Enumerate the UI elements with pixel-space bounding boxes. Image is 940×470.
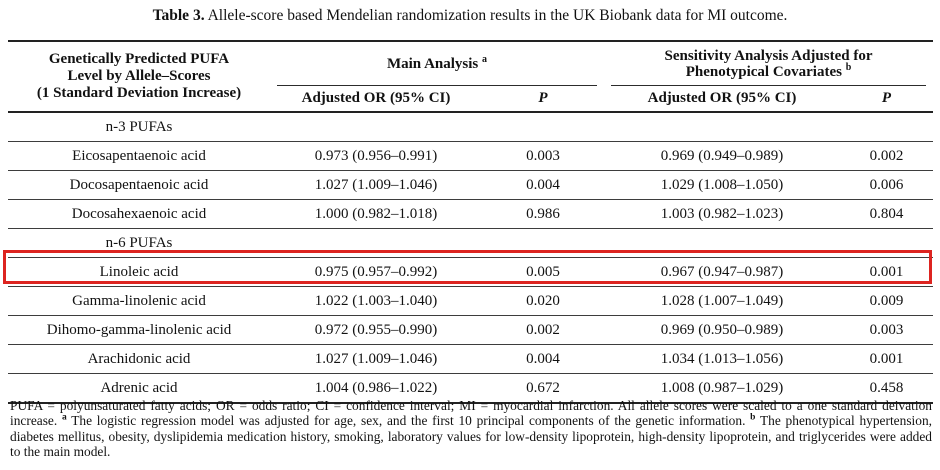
table-row <box>8 345 933 374</box>
footnote-note-a: The logistic regression model was adjusted for age, sex, and the first 10 principal components of the genetic information. <box>66 413 751 429</box>
main-p-value: 0.004 <box>482 171 604 200</box>
empty-cell <box>270 229 482 258</box>
main-p-value: 0.003 <box>482 142 604 171</box>
main-p-value: 0.020 <box>482 287 604 316</box>
pufa-name: Eicosapentaenoic acid <box>8 142 270 171</box>
main-or-value: 1.027 (1.009–1.046) <box>270 345 482 374</box>
column-header-sens-or: Adjusted OR (95% CI) <box>604 86 840 112</box>
sens-or-value: 1.029 (1.008–1.050) <box>604 171 840 200</box>
table-caption-label: Table 3. <box>152 7 205 24</box>
sens-p-value: 0.001 <box>840 345 933 374</box>
column-header-line: Genetically Predicted PUFA <box>48 51 230 67</box>
group-header-sens-line1: Sensitivity Analysis Adjusted for <box>664 47 873 64</box>
table-row-highlighted <box>8 258 933 287</box>
main-or-value: 0.972 (0.955–0.990) <box>270 316 482 345</box>
table-row <box>8 142 933 171</box>
sens-p-value: 0.009 <box>840 287 933 316</box>
sens-or-value: 0.969 (0.950–0.989) <box>604 316 840 345</box>
pufa-name: Adrenic acid <box>8 374 270 404</box>
pufa-name: Arachidonic acid <box>8 345 270 374</box>
sens-p-value: 0.002 <box>840 142 933 171</box>
main-p-value: 0.004 <box>482 345 604 374</box>
group-header-sensitivity-analysis <box>604 41 933 86</box>
section-row-n6-pufas <box>8 229 933 258</box>
sens-or-value: 1.008 (0.987–1.029) <box>604 374 840 404</box>
main-p-value: 0.986 <box>482 200 604 229</box>
table-row <box>8 171 933 200</box>
table-row <box>8 200 933 229</box>
footnote-note-b: The phenotypical hypertension, diabetes mellitus, obesity, dyslipidemia medication history, smoking, laboratory values for low-density lipoprotein, high-density lipoprotein, and triglycerides were added to the main model. <box>10 413 932 460</box>
column-header-line: (1 Standard Deviation Increase) <box>36 85 242 101</box>
pufa-name: Gamma-linolenic acid <box>8 287 270 316</box>
group-header-main-label: Main Analysis <box>386 55 479 72</box>
pufa-name: Dihomo-gamma-linolenic acid <box>8 316 270 345</box>
group-header-sens-line2 <box>604 64 933 81</box>
footnote-marker-b: b <box>845 62 852 73</box>
main-p-value: 0.672 <box>482 374 604 404</box>
group-header-row <box>8 41 933 86</box>
sens-or-value: 0.967 (0.947–0.987) <box>604 258 840 287</box>
table-caption <box>0 7 940 25</box>
section-label: n-6 PUFAs <box>8 229 270 258</box>
sens-p-value: 0.804 <box>840 200 933 229</box>
sens-p-value: 0.006 <box>840 171 933 200</box>
main-or-value: 0.973 (0.956–0.991) <box>270 142 482 171</box>
results-table-container <box>8 40 933 404</box>
column-header-pufa-level <box>8 41 270 112</box>
table-caption-text: Allele-score based Mendelian randomization results in the UK Biobank data for MI outcome. <box>207 7 788 24</box>
main-or-value: 1.000 (0.982–1.018) <box>270 200 482 229</box>
sens-p-value: 0.003 <box>840 316 933 345</box>
sens-p-value: 0.458 <box>840 374 933 404</box>
group-header-main-analysis <box>270 41 604 86</box>
sens-or-value: 1.028 (1.007–1.049) <box>604 287 840 316</box>
pufa-name: Docosapentaenoic acid <box>8 171 270 200</box>
main-or-value: 1.027 (1.009–1.046) <box>270 171 482 200</box>
column-header-line: Level by Allele–Scores <box>67 68 211 84</box>
sens-or-value: 0.969 (0.949–0.989) <box>604 142 840 171</box>
pufa-name: Linoleic acid <box>8 258 270 287</box>
sens-p-value: 0.001 <box>840 258 933 287</box>
column-header-main-p: P <box>482 86 604 112</box>
pufa-name: Docosahexaenoic acid <box>8 200 270 229</box>
main-or-value: 0.975 (0.957–0.992) <box>270 258 482 287</box>
empty-cell <box>482 112 604 142</box>
column-header-sens-p: P <box>840 86 933 112</box>
main-or-value: 1.004 (0.986–1.022) <box>270 374 482 404</box>
empty-cell <box>604 112 840 142</box>
footnote-marker-a: a <box>482 53 488 65</box>
group-header-sens-label: Phenotypical Covariates <box>685 64 842 80</box>
footnote-marker-a: a <box>61 412 67 423</box>
table-footnote <box>10 398 932 460</box>
empty-cell <box>270 112 482 142</box>
table-row <box>8 316 933 345</box>
main-or-value: 1.022 (1.003–1.040) <box>270 287 482 316</box>
section-label: n-3 PUFAs <box>105 118 173 135</box>
footnote-marker-b: b <box>750 412 756 423</box>
empty-cell <box>604 229 840 258</box>
sens-or-value: 1.003 (0.982–1.023) <box>604 200 840 229</box>
column-header-main-or: Adjusted OR (95% CI) <box>270 86 482 112</box>
empty-cell <box>840 229 933 258</box>
sens-or-value: 1.034 (1.013–1.056) <box>604 345 840 374</box>
empty-cell <box>840 112 933 142</box>
empty-cell <box>482 229 604 258</box>
table-row <box>8 287 933 316</box>
main-p-value: 0.005 <box>482 258 604 287</box>
main-p-value: 0.002 <box>482 316 604 345</box>
footnote-abbreviations: PUFA = polyunsaturated fatty acids; OR = odds ratio; CI = confidence interval; MI = myocardial infarction. All allele scores were scaled to a one standard deivation increase. <box>10 398 932 429</box>
results-table <box>8 40 933 404</box>
section-row-n3-pufas <box>8 112 933 142</box>
